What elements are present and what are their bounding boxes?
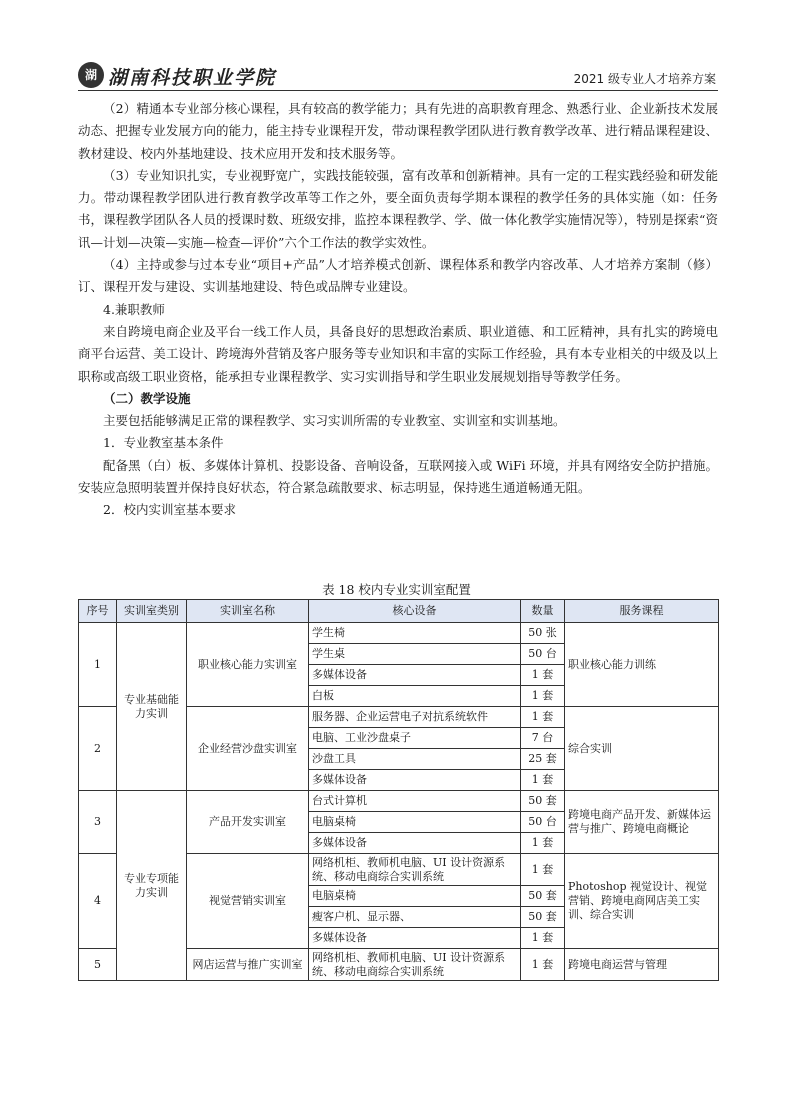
room-number: 1 (79, 623, 117, 707)
paragraph: （4）主持或参与过本专业“项目+产品”人才培养模式创新、课程体系和教学内容改革、人才培养方案制（修）订、课程开发与建设、实训基地建设、特色或品牌专业建设。 (78, 257, 718, 295)
quantity-cell: 50 张 (521, 623, 565, 644)
section-heading: （二）教学设施 (103, 390, 191, 406)
plan-title: 2021 级专业人才培养方案 (573, 72, 716, 86)
equipment-cell: 网络机柜、教师机电脑、UI 设计资源系统、移动电商综合实训系统 (309, 854, 521, 886)
paragraph: （3）专业知识扎实，专业视野宽广，实践技能较强，富有改革和创新精神。具有一定的工程实践经验和研发能力。带动课程教学团队进行教育教学改革等工作之外，要全面负责每学期本课程的教学任务的具体实施（如：任务书，课程教学团队各人员的授课时数、班级安排，监控本课程教学、学、做一体化教学实施情况等），特别是探索“资讯—计划—决策—实施—检查—评价”六个工作法的教学实效性。 (78, 167, 718, 250)
course-cell: 跨境电商产品开发、新媒体运营与推广、跨境电商概论 (565, 791, 719, 854)
equipment-cell: 网络机柜、教师机电脑、UI 设计资源系统、移动电商综合实训系统 (309, 949, 521, 981)
equipment-cell: 电脑桌椅 (309, 812, 521, 833)
room-category: 专业专项能力实训 (117, 791, 187, 981)
table-row (79, 623, 719, 644)
equipment-cell: 多媒体设备 (309, 833, 521, 854)
equipment-cell: 学生桌 (309, 644, 521, 665)
room-name: 职业核心能力实训室 (187, 623, 309, 707)
equipment-cell: 电脑、工业沙盘桌子 (309, 728, 521, 749)
table-caption: 表 18 校内专业实训室配置 (322, 582, 471, 597)
paragraph: 配备黑（白）板、多媒体计算机、投影设备、音响设备，互联网接入或 WiFi 环境，并具有网络安全防护措施。安装应急照明装置并保持良好状态，符合紧急疏散要求、标志明显，保持逃生通道畅通无阻。 (78, 457, 718, 496)
quantity-cell: 25 套 (521, 749, 565, 770)
equipment-cell: 白板 (309, 686, 521, 707)
quantity-cell: 1 套 (521, 686, 565, 707)
room-name: 网店运营与推广实训室 (187, 949, 309, 981)
room-name: 企业经营沙盘实训室 (187, 707, 309, 791)
table-row (79, 791, 719, 812)
equipment-cell: 学生椅 (309, 623, 521, 644)
equipment-cell: 多媒体设备 (309, 928, 521, 949)
header-cell: 数量 (521, 600, 565, 623)
subheading: 4.兼职教师 (103, 301, 165, 317)
course-cell: Photoshop 视觉设计、视觉营销、跨境电商网店美工实训、综合实训 (565, 854, 719, 949)
page-header (78, 60, 718, 91)
quantity-cell: 7 台 (521, 728, 565, 749)
school-logo: 湖 (78, 62, 104, 88)
equipment-cell: 服务器、企业运营电子对抗系统软件 (309, 707, 521, 728)
quantity-cell: 1 套 (521, 928, 565, 949)
room-name: 视觉营销实训室 (187, 854, 309, 949)
quantity-cell: 50 套 (521, 907, 565, 928)
quantity-cell: 50 套 (521, 791, 565, 812)
quantity-cell: 50 套 (521, 886, 565, 907)
subheading: 2．校内实训室基本要求 (103, 502, 236, 518)
equipment-cell: 台式计算机 (309, 791, 521, 812)
quantity-cell: 1 套 (521, 665, 565, 686)
paragraph: （2）精通本专业部分核心课程，具有较高的教学能力；具有先进的高职教育理念、熟悉行业、企业新技术发展动态、把握专业发展方向的能力，能主持专业课程开发，带动课程教学团队进行教育教学改革、进行精品课程建设、教材建设、校内外基地建设、技术应用开发和技术服务等。 (78, 101, 718, 161)
room-number: 3 (79, 791, 117, 854)
quantity-cell: 1 套 (521, 707, 565, 728)
course-cell: 综合实训 (565, 707, 719, 791)
header-cell: 实训室类别 (117, 600, 187, 623)
table-header-row (79, 600, 719, 623)
equipment-cell: 瘦客户机、显示器、 (309, 907, 521, 928)
quantity-cell: 1 套 (521, 949, 565, 981)
room-number: 2 (79, 707, 117, 791)
school-name: 湖南科技职业学院 (108, 67, 277, 89)
paragraph: 主要包括能够满足正常的课程教学、实习实训所需的专业教室、实训室和实训基地。 (103, 413, 566, 429)
room-category: 专业基础能力实训 (117, 623, 187, 791)
paragraph: 来自跨境电商企业及平台一线工作人员，具备良好的思想政治素质、职业道德、和工匠精神，具有扎实的跨境电商平台运营、美工设计、跨境海外营销及客户服务等专业知识和丰富的实际工作经验，具有本专业相关的中级及以上职称或高级工职业资格，能承担专业课程教学、实习实训指导和学生职业发展规划指导等教学任务。 (78, 323, 718, 384)
room-number: 4 (79, 854, 117, 949)
header-cell: 实训室名称 (187, 600, 309, 623)
quantity-cell: 1 套 (521, 854, 565, 886)
course-cell: 职业核心能力训练 (565, 623, 719, 707)
body-text (78, 98, 718, 522)
equipment-cell: 沙盘工具 (309, 749, 521, 770)
quantity-cell: 1 套 (521, 770, 565, 791)
quantity-cell: 50 台 (521, 644, 565, 665)
header-cell: 序号 (79, 600, 117, 623)
header-cell: 服务课程 (565, 600, 719, 623)
training-room-table (78, 599, 719, 981)
equipment-cell: 多媒体设备 (309, 770, 521, 791)
room-number: 5 (79, 949, 117, 981)
header-cell: 核心设备 (309, 600, 521, 623)
room-name: 产品开发实训室 (187, 791, 309, 854)
course-cell: 跨境电商运营与管理 (565, 949, 719, 981)
quantity-cell: 1 套 (521, 833, 565, 854)
equipment-cell: 多媒体设备 (309, 665, 521, 686)
quantity-cell: 50 台 (521, 812, 565, 833)
subheading: 1．专业教室基本条件 (103, 435, 224, 451)
equipment-cell: 电脑桌椅 (309, 886, 521, 907)
